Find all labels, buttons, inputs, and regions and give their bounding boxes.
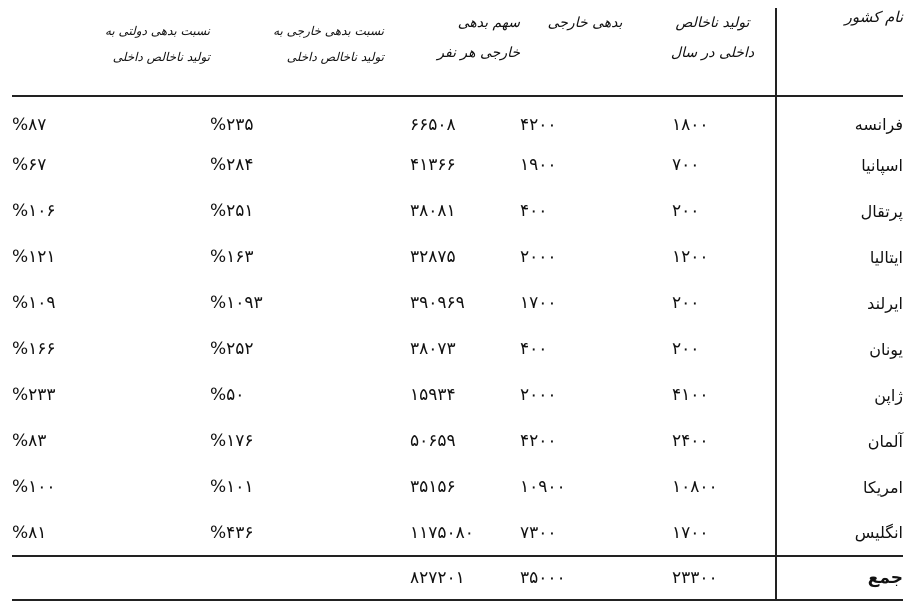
cell-debt-value: ۴۰۰ bbox=[520, 201, 548, 221]
cell-debt bbox=[520, 418, 650, 464]
header-foreign-ratio bbox=[210, 8, 384, 96]
cell-gdp-value: ۴۱۰۰ bbox=[672, 385, 709, 405]
cell-gdp-value: ۱۸۰۰ bbox=[672, 114, 709, 135]
cell-foreign-ratio bbox=[210, 142, 384, 188]
cell-per-capita bbox=[384, 464, 520, 510]
header-gov-ratio bbox=[12, 8, 210, 96]
cell-per-capita bbox=[384, 510, 520, 556]
cell-gov-ratio bbox=[12, 234, 210, 280]
cell-gov-ratio bbox=[12, 464, 210, 510]
cell-country: ژاپن bbox=[776, 372, 903, 418]
cell-per-capita-value: ۱۵۹۳۴ bbox=[410, 385, 456, 405]
table-header bbox=[12, 8, 903, 96]
cell-foreign-ratio-value: %۲۵۱ bbox=[210, 201, 254, 221]
cell-foreign-ratio bbox=[210, 234, 384, 280]
header-debt bbox=[520, 8, 650, 96]
table-row bbox=[12, 142, 903, 188]
header-per-capita-line1: سهم بدهی bbox=[457, 15, 520, 31]
total-per-capita bbox=[384, 556, 520, 600]
cell-gov-ratio bbox=[12, 96, 210, 142]
cell-per-capita-value: ۳۸۰۷۳ bbox=[410, 339, 456, 359]
cell-debt bbox=[520, 326, 650, 372]
header-gdp-line1: تولید ناخالص bbox=[675, 15, 750, 31]
total-gdp bbox=[650, 556, 776, 600]
cell-foreign-ratio bbox=[210, 96, 384, 142]
cell-per-capita-value: ۱۱۷۵۰۸۰ bbox=[410, 522, 474, 543]
cell-country: ایتالیا bbox=[776, 234, 903, 280]
cell-foreign-ratio bbox=[210, 510, 384, 556]
cell-per-capita bbox=[384, 418, 520, 464]
table-row bbox=[12, 326, 903, 372]
cell-foreign-ratio-value: %۲۳۵ bbox=[210, 114, 254, 135]
cell-gdp-value: ۲۴۰۰ bbox=[672, 431, 709, 451]
cell-foreign-ratio bbox=[210, 372, 384, 418]
cell-gdp-value: ۱۷۰۰ bbox=[672, 522, 709, 543]
cell-gov-ratio-value: %۸۳ bbox=[12, 431, 47, 451]
cell-foreign-ratio-value: %۲۸۴ bbox=[210, 155, 254, 175]
cell-gdp bbox=[650, 234, 776, 280]
debt-table bbox=[12, 8, 903, 601]
cell-country: ایرلند bbox=[776, 280, 903, 326]
table-row bbox=[12, 280, 903, 326]
total-debt bbox=[520, 556, 650, 600]
cell-per-capita bbox=[384, 326, 520, 372]
cell-gov-ratio bbox=[12, 418, 210, 464]
cell-country: امریکا bbox=[776, 464, 903, 510]
table-body bbox=[12, 96, 903, 600]
cell-debt bbox=[520, 280, 650, 326]
cell-debt bbox=[520, 464, 650, 510]
cell-gdp-value: ۲۰۰ bbox=[672, 293, 700, 313]
cell-gov-ratio-value: %۱۰۰ bbox=[12, 477, 56, 497]
cell-debt-value: ۴۰۰ bbox=[520, 339, 548, 359]
cell-foreign-ratio-value: %۴۳۶ bbox=[210, 522, 254, 543]
cell-per-capita-value: ۳۸۰۸۱ bbox=[410, 201, 456, 221]
cell-gov-ratio-value: %۶۷ bbox=[12, 155, 47, 175]
table-row bbox=[12, 510, 903, 556]
cell-debt bbox=[520, 510, 650, 556]
cell-per-capita bbox=[384, 234, 520, 280]
cell-foreign-ratio-value: %۱۰۹۳ bbox=[210, 293, 263, 313]
cell-foreign-ratio bbox=[210, 280, 384, 326]
cell-gov-ratio-value: %۲۳۳ bbox=[12, 385, 56, 405]
cell-country: پرتقال bbox=[776, 188, 903, 234]
cell-debt-value: ۱۰۹۰۰ bbox=[520, 477, 566, 497]
header-gov-ratio-line2: تولید ناخالص داخلی bbox=[112, 50, 210, 64]
cell-gov-ratio-value: %۱۶۶ bbox=[12, 339, 56, 359]
total-label: جمع bbox=[776, 556, 903, 600]
total-foreign-ratio bbox=[210, 556, 384, 600]
cell-foreign-ratio-value: %۱۰۱ bbox=[210, 477, 254, 497]
cell-debt-value: ۴۲۰۰ bbox=[520, 114, 557, 135]
cell-gdp bbox=[650, 372, 776, 418]
cell-gdp bbox=[650, 188, 776, 234]
cell-gdp bbox=[650, 418, 776, 464]
cell-gov-ratio-value: %۸۱ bbox=[12, 522, 47, 543]
cell-country: فرانسه bbox=[776, 96, 903, 142]
cell-foreign-ratio bbox=[210, 188, 384, 234]
cell-gdp bbox=[650, 464, 776, 510]
cell-debt-value: ۴۲۰۰ bbox=[520, 431, 557, 451]
cell-per-capita-value: ۳۲۸۷۵ bbox=[410, 247, 456, 267]
cell-debt-value: ۷۳۰۰ bbox=[520, 522, 557, 543]
table-row bbox=[12, 464, 903, 510]
total-row bbox=[12, 556, 903, 600]
cell-per-capita-value: ۶۶۵۰۸ bbox=[410, 114, 456, 135]
cell-gov-ratio bbox=[12, 280, 210, 326]
header-country: نام کشور bbox=[776, 8, 903, 96]
cell-gdp-value: ۱۰۸۰۰ bbox=[672, 477, 718, 497]
cell-gdp-value: ۲۰۰ bbox=[672, 201, 700, 221]
cell-per-capita bbox=[384, 96, 520, 142]
cell-per-capita-value: ۳۵۱۵۶ bbox=[410, 477, 456, 497]
table-row bbox=[12, 234, 903, 280]
cell-gov-ratio-value: %۱۰۹ bbox=[12, 293, 56, 313]
cell-debt bbox=[520, 372, 650, 418]
cell-foreign-ratio bbox=[210, 326, 384, 372]
cell-country: آلمان bbox=[776, 418, 903, 464]
cell-gdp bbox=[650, 326, 776, 372]
cell-per-capita bbox=[384, 188, 520, 234]
cell-debt-value: ۲۰۰۰ bbox=[520, 385, 557, 405]
cell-debt-value: ۱۷۰۰ bbox=[520, 293, 557, 313]
cell-gdp bbox=[650, 142, 776, 188]
table-row bbox=[12, 188, 903, 234]
cell-gov-ratio-value: %۱۰۶ bbox=[12, 201, 56, 221]
cell-per-capita-value: ۴۱۳۶۶ bbox=[410, 155, 456, 175]
cell-gov-ratio bbox=[12, 510, 210, 556]
cell-debt bbox=[520, 142, 650, 188]
cell-gov-ratio bbox=[12, 188, 210, 234]
cell-gov-ratio bbox=[12, 142, 210, 188]
cell-foreign-ratio bbox=[210, 464, 384, 510]
cell-gdp bbox=[650, 510, 776, 556]
table-row bbox=[12, 96, 903, 142]
total-gdp-value: ۲۳۳۰۰ bbox=[672, 568, 718, 588]
cell-per-capita bbox=[384, 372, 520, 418]
cell-gdp bbox=[650, 96, 776, 142]
cell-foreign-ratio-value: %۱۷۶ bbox=[210, 431, 254, 451]
cell-gdp-value: ۷۰۰ bbox=[672, 155, 700, 175]
cell-gov-ratio bbox=[12, 372, 210, 418]
cell-gdp bbox=[650, 280, 776, 326]
cell-debt bbox=[520, 96, 650, 142]
header-gdp bbox=[650, 8, 776, 96]
cell-country: اسپانیا bbox=[776, 142, 903, 188]
cell-foreign-ratio bbox=[210, 418, 384, 464]
header-debt-label: بدهی خارجی bbox=[547, 15, 623, 31]
cell-debt-value: ۱۹۰۰ bbox=[520, 155, 557, 175]
header-gdp-line2: داخلی در سال bbox=[670, 45, 755, 61]
cell-gov-ratio-value: %۱۲۱ bbox=[12, 247, 56, 267]
header-gov-ratio-line1: نسبت بدهی دولتی به bbox=[104, 24, 210, 38]
cell-per-capita-value: ۵۰۶۵۹ bbox=[410, 431, 456, 451]
cell-debt bbox=[520, 234, 650, 280]
header-per-capita bbox=[384, 8, 520, 96]
cell-per-capita bbox=[384, 142, 520, 188]
total-debt-value: ۳۵۰۰۰ bbox=[520, 568, 566, 588]
cell-foreign-ratio-value: %۱۶۳ bbox=[210, 247, 254, 267]
cell-country: انگلیس bbox=[776, 510, 903, 556]
cell-gov-ratio-value: %۸۷ bbox=[12, 114, 47, 135]
cell-debt-value: ۲۰۰۰ bbox=[520, 247, 557, 267]
header-per-capita-line2: خارجی هر نفر bbox=[437, 45, 520, 61]
header-foreign-ratio-line1: نسبت بدهی خارجی به bbox=[273, 24, 384, 38]
cell-per-capita bbox=[384, 280, 520, 326]
table-row bbox=[12, 418, 903, 464]
table-row bbox=[12, 372, 903, 418]
cell-foreign-ratio-value: %۲۵۲ bbox=[210, 339, 254, 359]
cell-debt bbox=[520, 188, 650, 234]
cell-gdp-value: ۲۰۰ bbox=[672, 339, 700, 359]
header-foreign-ratio-line2: تولید ناخالص داخلی bbox=[286, 50, 384, 64]
cell-country: یونان bbox=[776, 326, 903, 372]
total-per-capita-value: ۸۲۷۲۰۱ bbox=[410, 568, 465, 588]
cell-gov-ratio bbox=[12, 326, 210, 372]
cell-foreign-ratio-value: %۵۰ bbox=[210, 385, 245, 405]
total-gov-ratio bbox=[12, 556, 210, 600]
cell-gdp-value: ۱۲۰۰ bbox=[672, 247, 709, 267]
cell-per-capita-value: ۳۹۰۹۶۹ bbox=[410, 293, 465, 313]
